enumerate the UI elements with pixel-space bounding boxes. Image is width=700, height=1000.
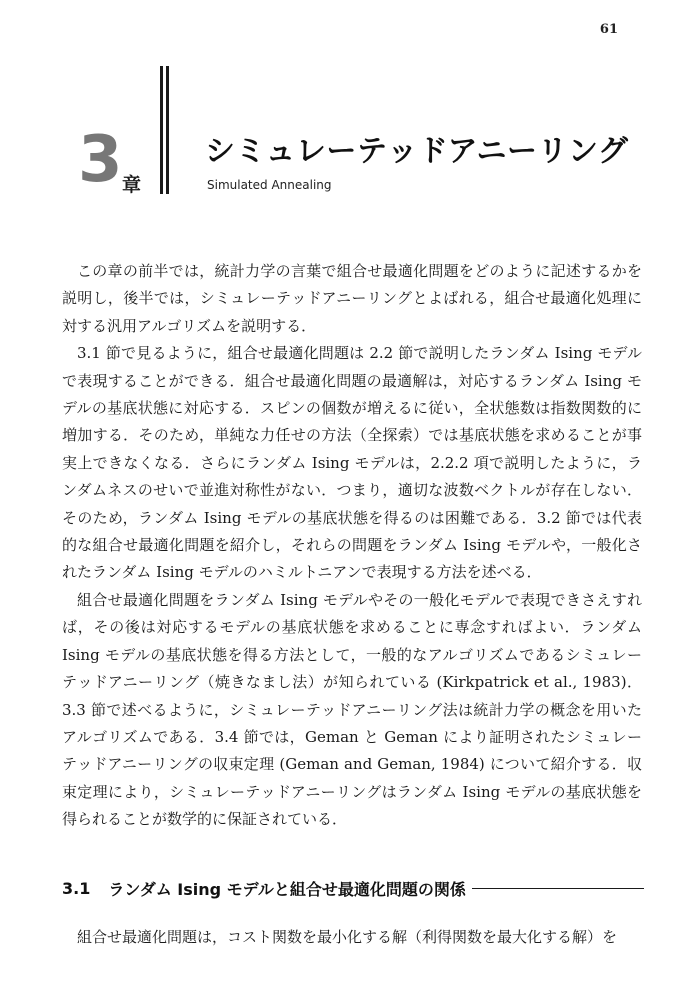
paragraph: 3.1 節で見るように，組合せ最適化問題は 2.2 節で説明したランダム Ising モデルで表現することができる．組合せ最適化問題の最適解は，対応するランダム Ising モデルの基底状態に対応する．スピンの個数が増えるに従い，全状態数は指数関数的に増加する．そのため，単純な力任せの方法（全探索）では基底状態を求めることが事実上できなくなる．さらにランダム Ising モデルは，2.2.2 項で説明したように，ランダムネスのせいで並進対称性がない．つまり，適切な波数ベクトルが存在しない．そのため，ランダム Ising モデルの基底状態を得るのは困難である．3.2 節では代表的な組合せ最適化問題を紹介し，それらの問題をランダム Ising モデルや，一般化されたランダム Ising モデルのハミルトニアンで表現する方法を述べる． (62, 344, 642, 582)
chapter-subtitle: Simulated Annealing (207, 178, 332, 192)
paragraph: 組合せ最適化問題は，コスト関数を最小化する解（利得関数を最大化する解）を (77, 928, 618, 946)
chapter-intro-body (62, 258, 642, 834)
chapter-divider-line-right (166, 66, 169, 194)
paragraph: 組合せ最適化問題をランダム Ising モデルやその一般化モデルで表現できさえすれば，その後は対応するモデルの基底状態を求めることに専念すればよい．ランダム Ising モデルの基底状態を得る方法として，一般的なアルゴリズムであるシミュレーテッドアニーリング（焼きなまし法）が知られている (Kirkpatrick et al., 1983)．3.3 節で述べるように，シミュレーテッドアニーリング法は統計力学の概念を用いたアルゴリズムである．3.4 節では，Geman と Geman により証明されたシミュレーテッドアニーリングの収束定理 (Geman and Geman, 1984) について紹介する．収束定理により，シミュレーテッドアニーリングはランダム Ising モデルの基底状態を得られることが数学的に保証されている． (62, 590, 642, 829)
chapter-title: シミュレーテッドアニーリング (205, 134, 629, 169)
section-number: 3.1 (62, 879, 91, 898)
chapter-divider-line-left (160, 66, 163, 194)
page-number: 61 (599, 22, 618, 37)
section-heading-rule (472, 888, 644, 890)
chapter-suffix: 章 (122, 174, 142, 196)
chapter-number: 3 (78, 123, 123, 197)
section-title: ランダム Ising モデルと組合せ最適化問題の関係 (108, 880, 466, 899)
section-heading (62, 877, 644, 900)
paragraph: この章の前半では，統計力学の言葉で組合せ最適化問題をどのように記述するかを説明し，後半では，シミュレーテッドアニーリングとよばれる，組合せ最適化処理に対する汎用アルゴリズムを説明する． (62, 262, 642, 335)
section-body (62, 924, 642, 951)
